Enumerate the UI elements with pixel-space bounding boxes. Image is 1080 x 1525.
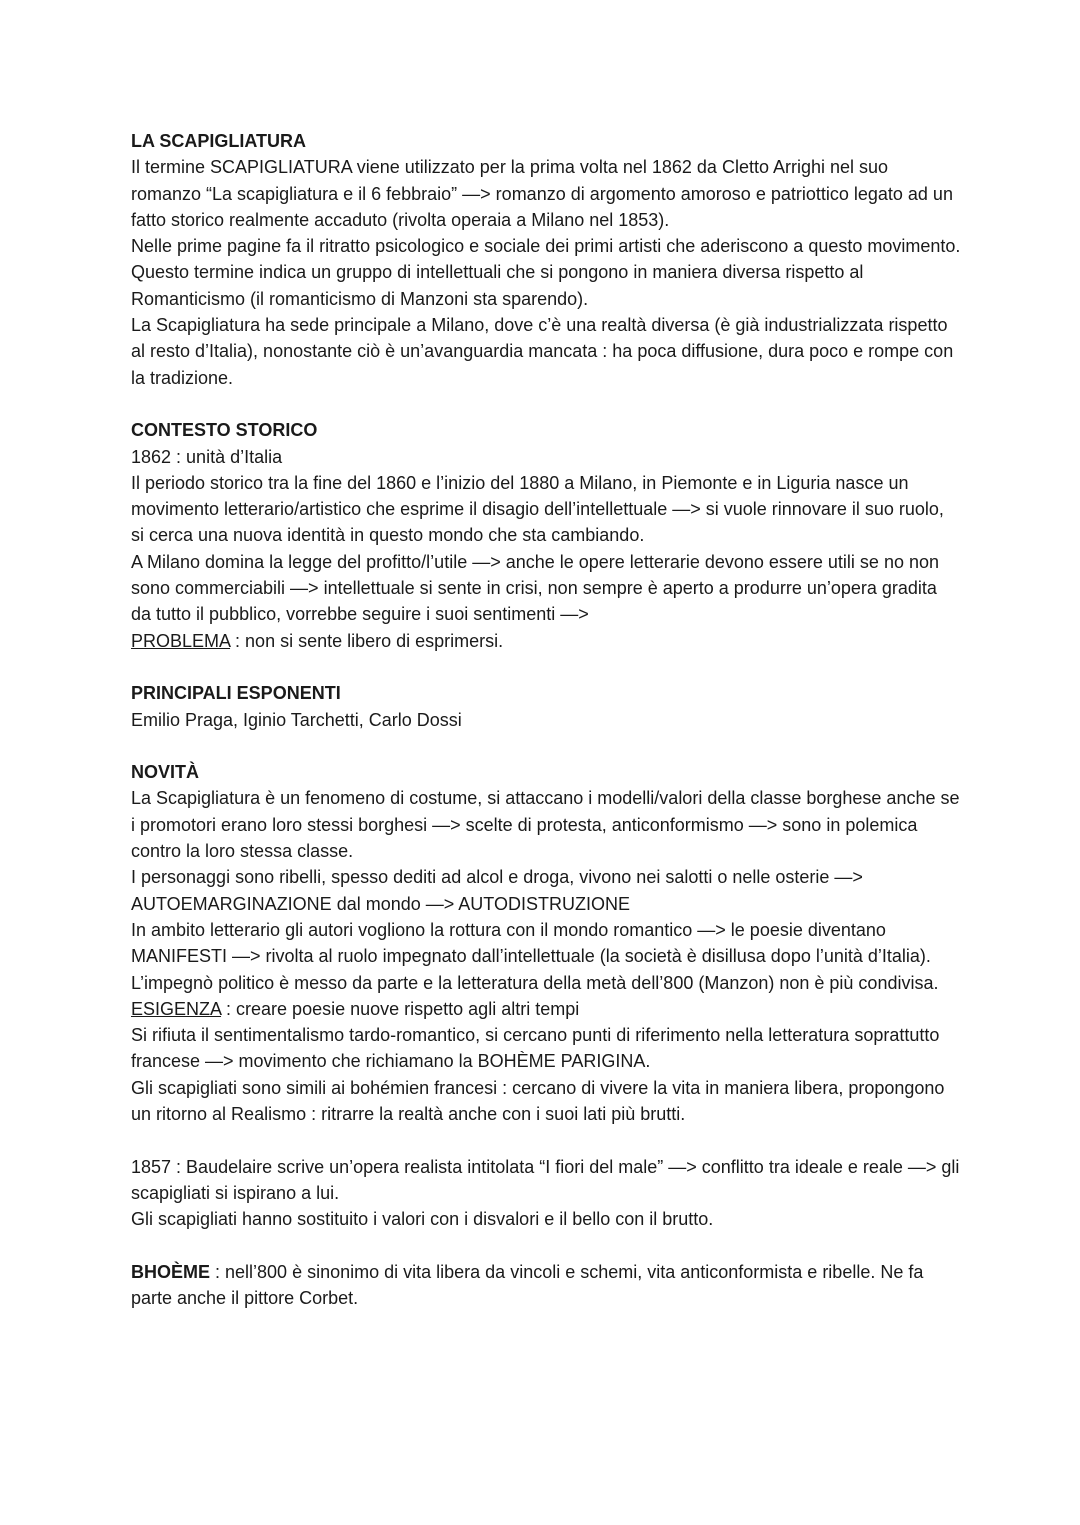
- paragraph: 1857 : Baudelaire scrive un’opera realista intitolata “I fiori del male” —> conflitto tra ideale e reale —> gli scapigliati si ispirano a lui.: [131, 1156, 960, 1203]
- paragraph: Si rifiuta il sentimentalismo tardo-romantico, si cercano punti di riferimento nella letteratura soprattutto francese —> movimento che richiamano la BOHÈME PARIGINA.: [131, 1025, 940, 1072]
- paragraph: Gli scapigliati hanno sostituito i valori con i disvalori e il bello con il brutto.: [131, 1209, 714, 1230]
- heading-principali-esponenti: PRINCIPALI ESPONENTI: [131, 683, 341, 704]
- paragraph: [131, 1259, 961, 1312]
- paragraph: A Milano domina la legge del profitto/l’utile —> anche le opere letterarie devono essere utili se no non sono commerciabili —> intellettuale si sente in crisi, non sempre è aperto a produrre un’opera gradita da tutto il pubblico, vorrebbe seguire i suoi sentimenti —>: [131, 551, 939, 625]
- paragraph: 1862 : unità d’Italia: [131, 446, 283, 467]
- paragraph: L’impegnò politico è messo da parte e la letteratura della metà dell’800 (Manzon) non è più condivisa.: [131, 972, 939, 993]
- heading-contesto-storico: CONTESTO STORICO: [131, 420, 318, 441]
- paragraph: [131, 628, 961, 654]
- paragraph: La Scapigliatura ha sede principale a Milano, dove c’è una realtà diversa (è già industrializzata rispetto al resto d’Italia), nonostante ciò è un’avanguardia mancata : ha poca diffusione, dura poco e rompe con la tradizione.: [131, 315, 954, 388]
- underlined-term-problema: PROBLEMA: [131, 630, 231, 651]
- underlined-term-esigenza: ESIGENZA: [131, 998, 222, 1019]
- paragraph-rest: : non si sente libero di esprimersi.: [230, 630, 504, 651]
- definition-boheme: : nell’800 è sinonimo di vita libera da vincoli e schemi, vita anticonformista e ribelle. Ne fa parte anche il pittore Corbet.: [131, 1261, 924, 1309]
- paragraph: I personaggi sono ribelli, spesso dediti ad alcol e droga, vivono nei salotti o nelle osterie —> AUTOEMARGINAZIONE dal mondo —> AUTODISTRUZIONE: [131, 867, 863, 914]
- section-principali-esponenti: [131, 680, 961, 733]
- paragraph: Nelle prime pagine fa il ritratto psicologico e sociale dei primi artisti che aderiscono a questo movimento.: [131, 236, 961, 257]
- spacer: [131, 1232, 961, 1258]
- section-scapigliatura: [131, 128, 961, 391]
- term-boheme: BHOÈME: [131, 1261, 211, 1282]
- section-contesto-storico: [131, 417, 961, 654]
- spacer: [131, 1127, 961, 1153]
- spacer: [131, 391, 961, 417]
- paragraph: [131, 996, 961, 1022]
- paragraph: In ambito letterario gli autori vogliono la rottura con il mondo romantico —> le poesie diventano MANIFESTI —> rivolta al ruolo impegnato dall’intellettuale (la società è disillusa dopo l’unità d’Italia).: [131, 919, 931, 967]
- paragraph: Gli scapigliati sono simili ai bohémien francesi : cercano di vivere la vita in maniera libera, propongono un ritorno al Realismo : ritrarre la realtà anche con i suoi lati più brutti.: [131, 1077, 945, 1124]
- heading-scapigliatura: LA SCAPIGLIATURA: [131, 131, 306, 151]
- heading-novita: NOVITÀ: [131, 762, 200, 783]
- section-novita: [131, 759, 961, 1127]
- paragraph: Questo termine indica un gruppo di intellettuali che si pongono in maniera diversa rispetto al Romanticismo (il romanticismo di Manzoni sta sparendo).: [131, 262, 864, 309]
- paragraph: Emilio Praga, Iginio Tarchetti, Carlo Dossi: [131, 709, 462, 730]
- paragraph: Il termine SCAPIGLIATURA viene utilizzato per la prima volta nel 1862 da Cletto Arrighi nel suo romanzo “La scapigliatura e il 6 febbraio” —> romanzo di argomento amoroso e patriottico legato ad un fatto storico realmente accaduto (rivolta operaia a Milano nel 1853).: [131, 157, 953, 230]
- section-baudelaire: [131, 1154, 961, 1233]
- spacer: [131, 733, 961, 759]
- spacer: [131, 654, 961, 680]
- document-page: [131, 128, 961, 1311]
- paragraph-rest: : creare poesie nuove rispetto agli altri tempi: [221, 998, 580, 1019]
- section-boheme: [131, 1259, 961, 1312]
- paragraph: La Scapigliatura è un fenomeno di costume, si attaccano i modelli/valori della classe borghese anche se i promotori erano loro stessi borghesi —> scelte di protesta, anticonformismo —> sono in polemica contro la loro stessa classe.: [131, 788, 960, 862]
- paragraph: Il periodo storico tra la fine del 1860 e l’inizio del 1880 a Milano, in Piemonte e in Liguria nasce un movimento letterario/artistico che esprime il disagio dell’intellettuale —> si vuole rinnovare il suo ruolo, si cerca una nuova identità in questo mondo che sta cambiando.: [131, 472, 944, 546]
